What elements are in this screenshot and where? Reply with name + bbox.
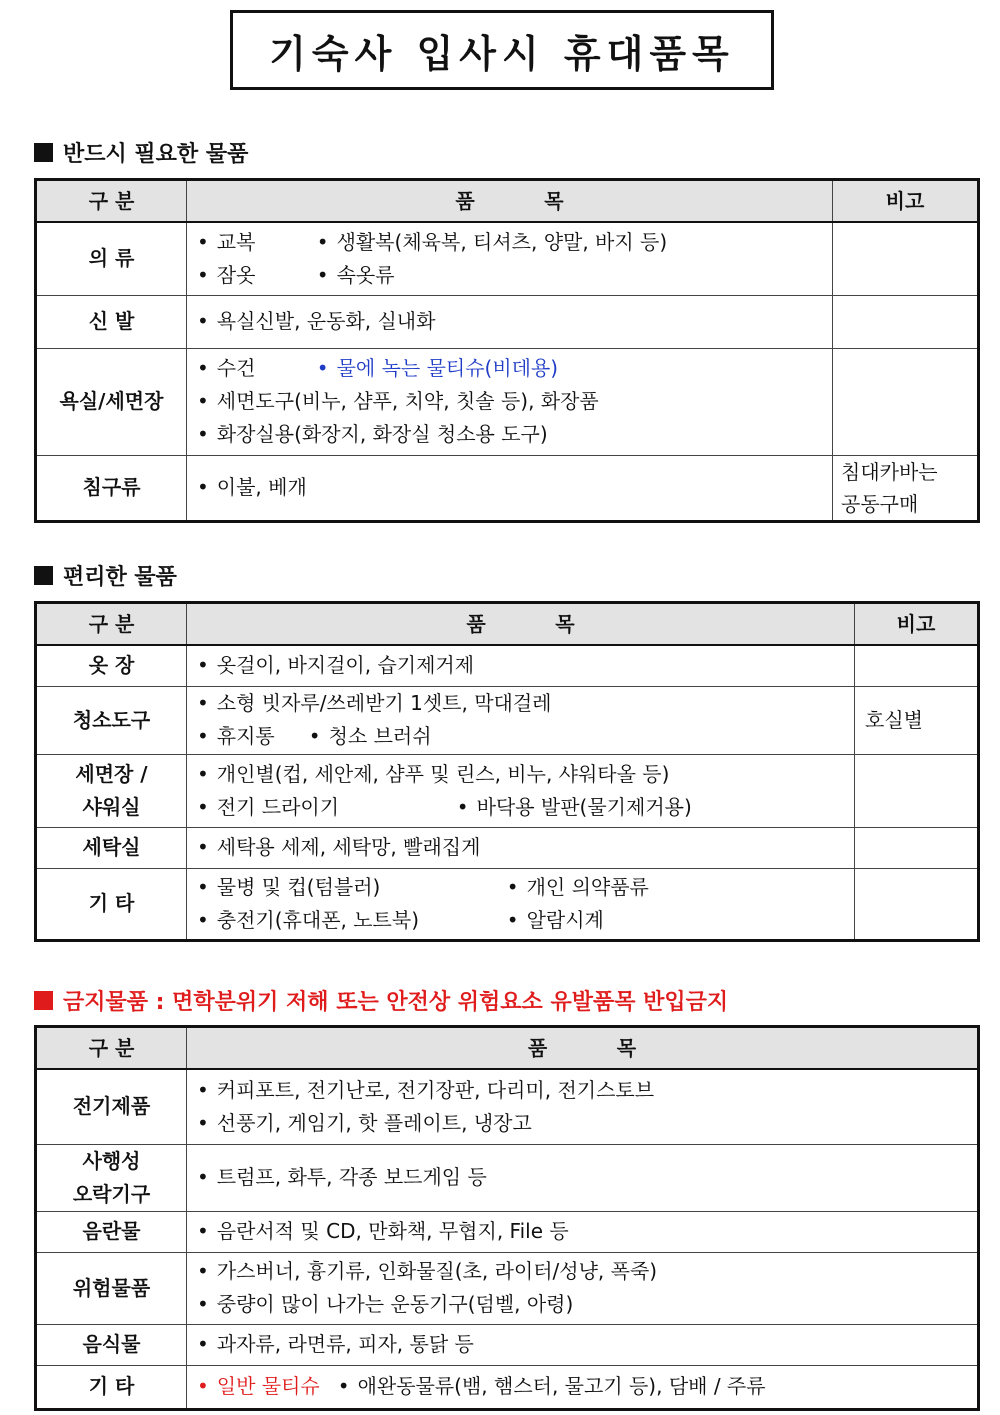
table-row: 옷 장 • 옷걸이, 바지걸이, 습기제거제 bbox=[36, 645, 979, 686]
table-row: 사행성 오락기구 • 트럼프, 화투, 각종 보드게임 등 bbox=[36, 1144, 979, 1211]
table-row: 세탁실 • 세탁용 세제, 세탁망, 빨래집게 bbox=[36, 827, 979, 868]
table-header-row: 구 분 품 목 비고 bbox=[36, 603, 979, 646]
table-row: 욕실/세면장 • 수건 • 물에 녹는 물티슈(비데용) • 세면도구(비누, 샴푸, 치약, 칫솔 등), 화장품 • 화장실용(화장지, 화장실 청소용 도구) bbox=[36, 348, 979, 455]
table-row: 전기제품 • 커피포트, 전기난로, 전기장판, 다리미, 전기스토브 • 선풍기, 게임기, 핫 플레이트, 냉장고 bbox=[36, 1069, 979, 1144]
section-heading-prohibited: 금지물품 : 면학분위기 저해 또는 안전상 위험요소 유발품목 반입금지 bbox=[34, 985, 728, 1016]
table-row: 침구류 • 이불, 베개 침대카바는 공동구매 bbox=[36, 455, 979, 521]
table-row: 세면장 / 샤워실 • 개인별(컵, 세안제, 샴푸 및 린스, 비누, 샤워타올 등) • 전기 드라이기 • 바닥용 발판(물기제거용) bbox=[36, 754, 979, 827]
table-row: 음란물 • 음란서적 및 CD, 만화책, 무협지, File 등 bbox=[36, 1211, 979, 1252]
table-row: 기 타 • 일반 물티슈 • 애완동물류(뱀, 햄스터, 물고기 등), 담배 / 주류 bbox=[36, 1365, 979, 1409]
header-note: 비고 bbox=[833, 180, 979, 223]
table-row: 신 발 • 욕실신발, 운동화, 실내화 bbox=[36, 295, 979, 348]
square-bullet-icon bbox=[34, 566, 53, 585]
section-heading-convenient: 편리한 물품 bbox=[34, 560, 177, 591]
square-bullet-icon bbox=[34, 143, 53, 162]
convenient-items-table bbox=[34, 601, 980, 942]
header-category: 구 분 bbox=[36, 180, 187, 223]
table-header-row bbox=[36, 180, 979, 223]
page-title: 기숙사 입사시 휴대품목 bbox=[230, 10, 774, 90]
header-items: 품 목 bbox=[187, 180, 833, 223]
prohibited-items-table bbox=[34, 1025, 980, 1411]
table-row: 음식물 • 과자류, 라면류, 피자, 통닭 등 bbox=[36, 1324, 979, 1365]
table-row: 의 류 • 교복 • 생활복(체육복, 티셔츠, 양말, 바지 등) • 잠옷 • 속옷류 bbox=[36, 222, 979, 295]
square-bullet-icon bbox=[34, 991, 53, 1010]
table-header-row: 구 분 품 목 bbox=[36, 1027, 979, 1070]
required-items-table bbox=[34, 178, 980, 523]
section-heading-required: 반드시 필요한 물품 bbox=[34, 137, 248, 168]
table-row: 기 타 • 물병 및 컵(텀블러) • 개인 의약품류 • 충전기(휴대폰, 노트북) • 알람시계 bbox=[36, 868, 979, 940]
table-row: 위험물품 • 가스버너, 흉기류, 인화물질(초, 라이터/성냥, 폭죽) • 중량이 많이 나가는 운동기구(덤벨, 아령) bbox=[36, 1252, 979, 1324]
table-row: 청소도구 • 소형 빗자루/쓰레받기 1셋트, 막대걸레 • 휴지통 • 청소 브러쉬 호실별 bbox=[36, 686, 979, 754]
